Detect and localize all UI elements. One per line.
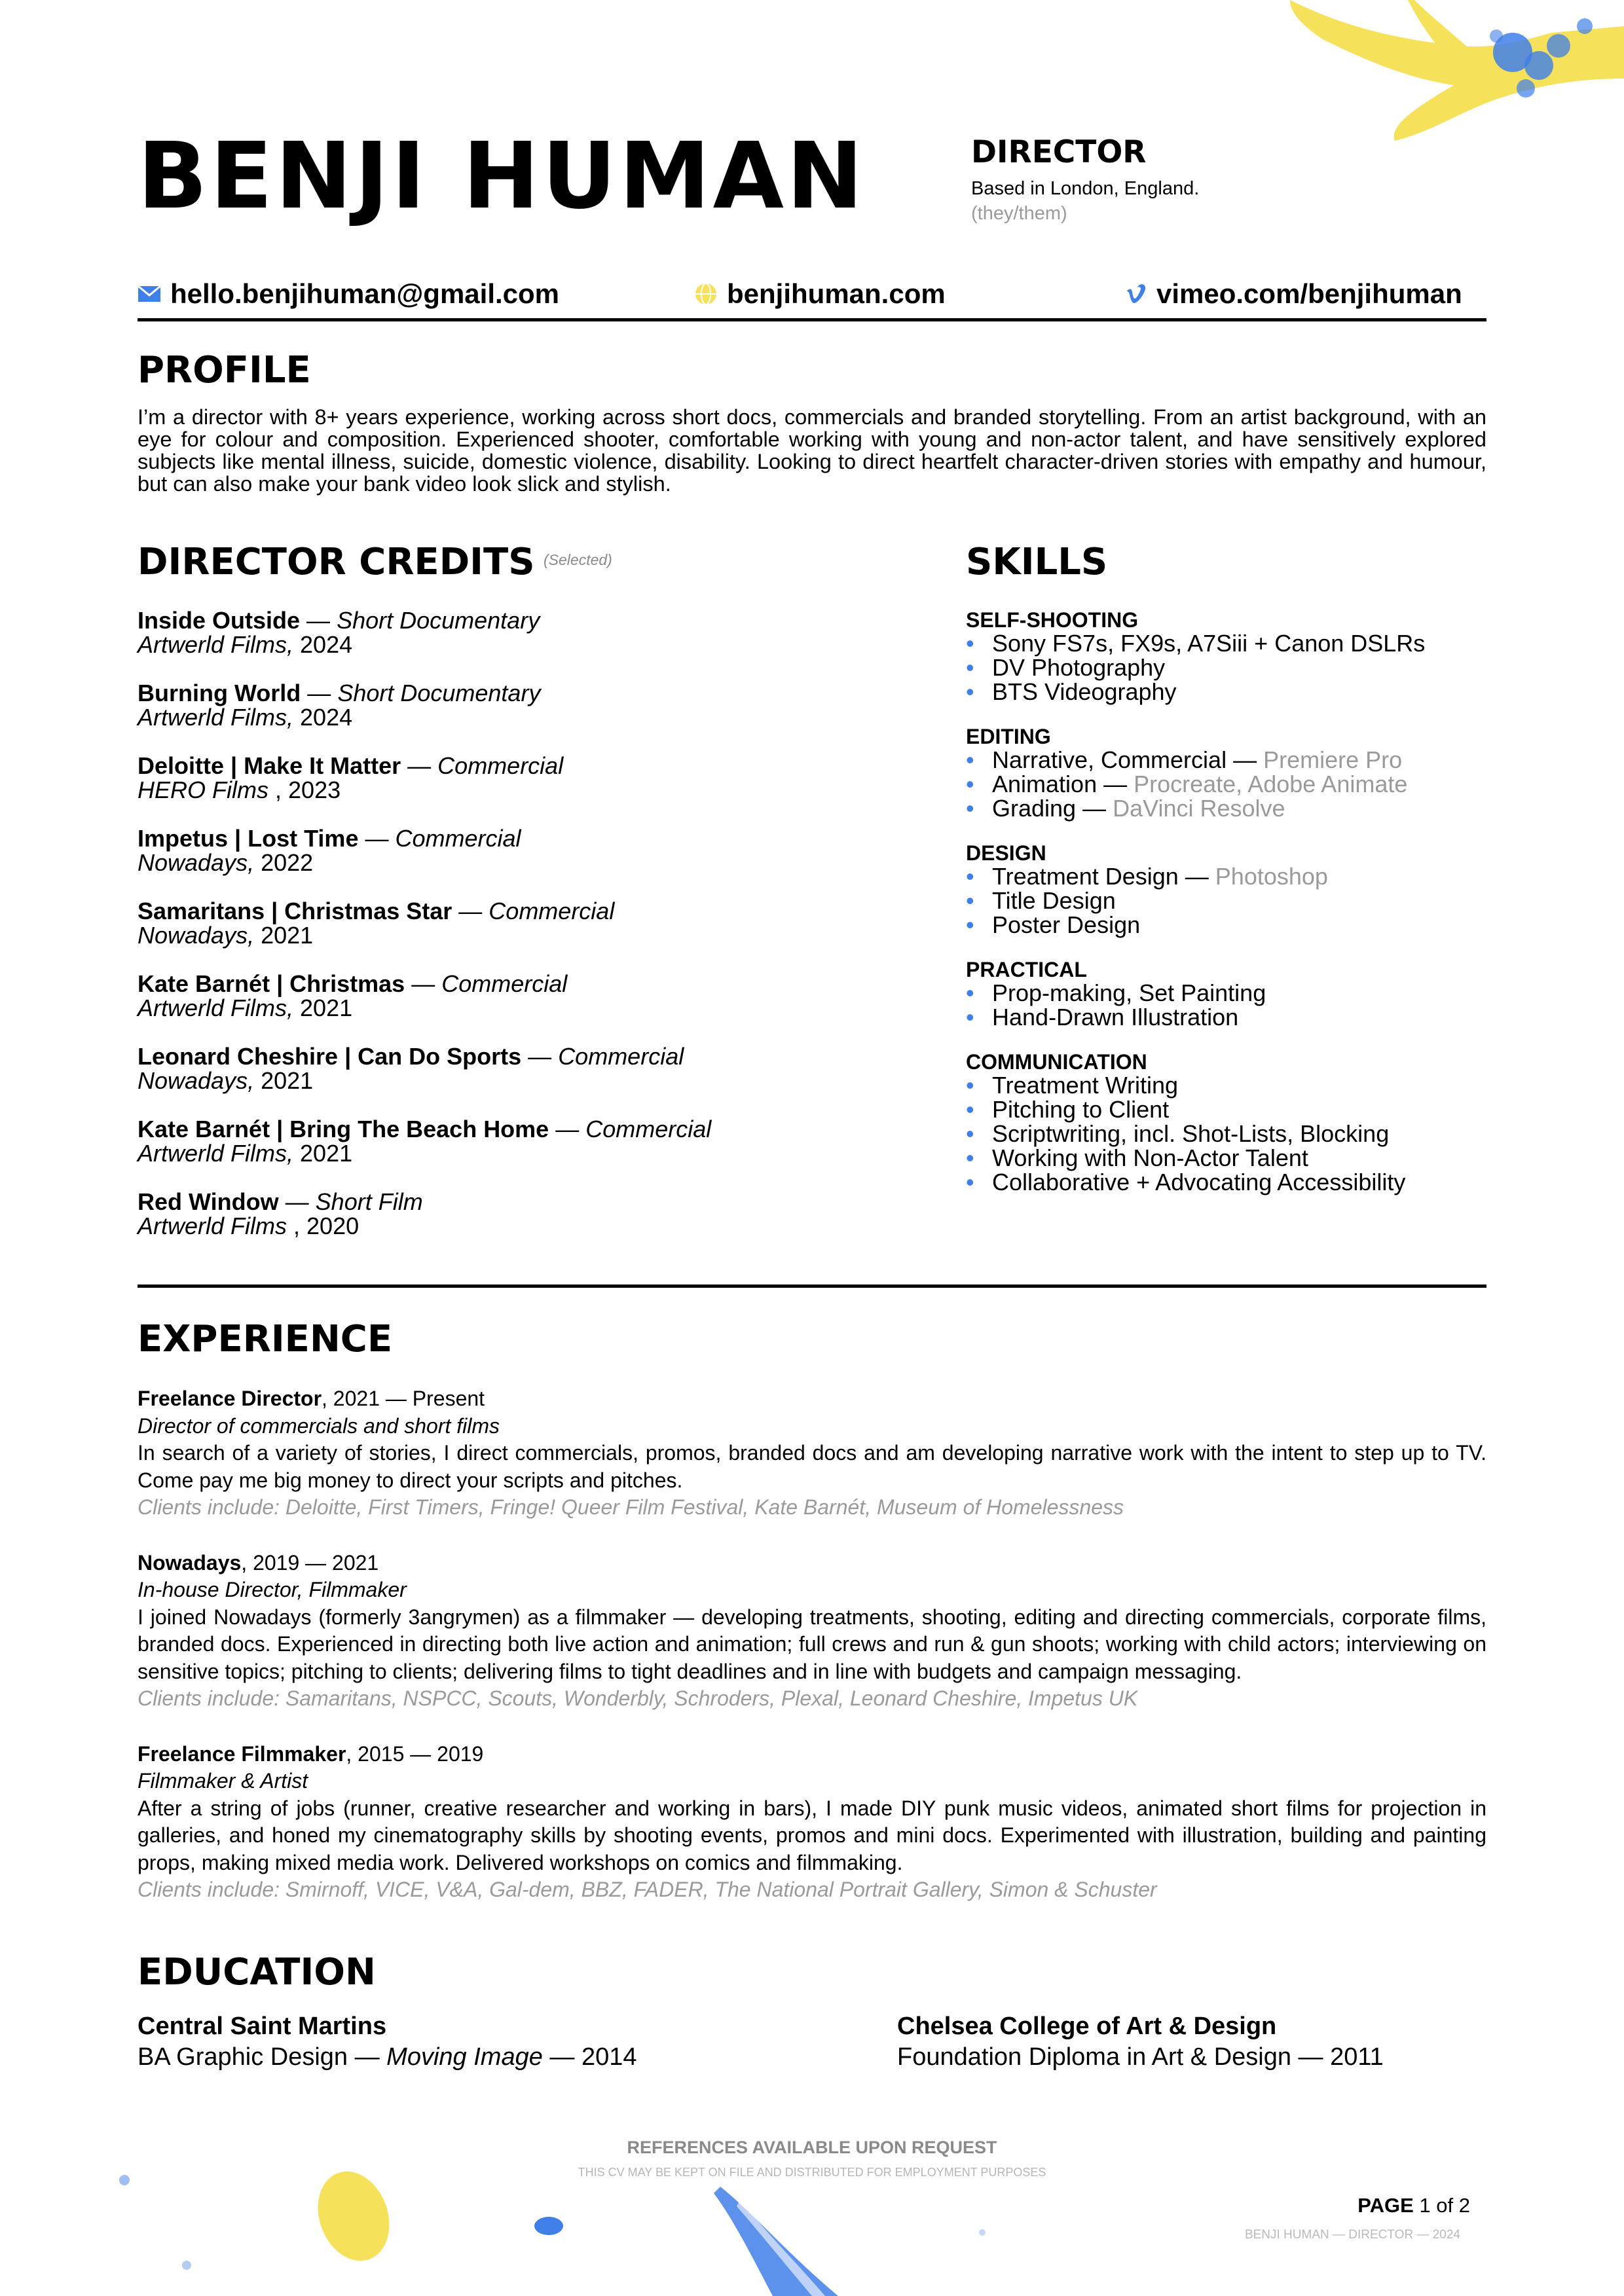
job-clients: Clients include: Smirnoff, VICE, V&A, Gal-dem, BBZ, FADER, The National Portrait Gallery, Simon & Schuster [138,1878,1157,1901]
skill-category: SELF-SHOOTING [966,608,1139,632]
education-heading: EDUCATION [138,1951,376,1994]
location: Based in London, England. [971,178,1200,199]
page-label: PAGE [1357,2194,1414,2217]
credit-company: Artwerld Films, [138,994,294,1021]
contact-website[interactable] [694,278,946,310]
experience-divider [138,1285,1486,1288]
credit-title: Burning World [138,680,301,706]
credit-year: 2024 [300,631,353,658]
credit-year: 2022 [261,849,314,876]
job-title: Freelance Director [138,1387,322,1410]
credit-year: 2021 [261,922,314,949]
skill-tool: Photoshop [1215,863,1328,890]
skill-category: EDITING [966,725,1051,748]
job-title: Nowadays [138,1550,242,1575]
credit-year: , 2020 [293,1212,360,1239]
education-school-1 [138,2011,637,2073]
job-clients: Clients include: Deloitte, First Timers, Fringe! Queer Film Festival, Kate Barnét, Museum of Homelessness [138,1495,1124,1519]
skill-item: • BTS Videography [966,680,1503,704]
job-dates: , 2021 — Present [322,1387,485,1410]
credit-type: Commercial [558,1043,684,1070]
credit-type: Short Film [315,1188,423,1215]
credit-item: Kate Barnét | Bring The Beach Home — Commercial Artwerld Films, 2021 [138,1116,712,1167]
credit-item: Samaritans | Christmas Star — Commercial Nowadays, 2021 [138,898,615,949]
skill-group [966,609,1503,704]
credit-company: Nowadays, [138,849,255,876]
experience-item [138,1385,1486,1522]
credit-year: 2021 [300,994,353,1021]
experience-item [138,1741,1486,1904]
job-description: After a string of jobs (runner, creative researcher and working in bars), I made DIY punk music videos, animated short films for projection in galleries, and honed my cinematography skills by shooting events, promos and mini docs. Experimented with illustration, building and painting props, making mixed media work. Delivered workshops on comics and filmmaking. [138,1796,1486,1874]
credit-type: Commercial [489,898,615,924]
profile-text: I’m a director with 8+ years experience, working across short docs, commercials and branded storytelling. From an artist background, with an eye for colour and composition. Experienced shooter, comfortable working with young and non-actor talent, and have sensitively explored subjects like mental illness, suicide, domestic violence, disability. Looking to direct heartfelt character-driven stories with empathy and humour, but can also make your bank video look slick and stylish. [138,405,1486,496]
school-name: Chelsea College of Art & Design [897,2013,1277,2040]
job-subtitle: In-house Director, Filmmaker [138,1578,407,1601]
header-divider [138,318,1486,321]
credit-title: Leonard Cheshire | Can Do Sports [138,1043,522,1070]
skill-item: • Collaborative + Advocating Accessibility [966,1170,1503,1194]
skill-item: • DV Photography [966,655,1503,680]
job-description: In search of a variety of stories, I direct commercials, promos, branded docs and am developing narrative work with the intent to step up to TV. Come pay me big money to direct your scripts and pitches. [138,1441,1486,1492]
job-clients: Clients include: Samaritans, NSPCC, Scouts, Wonderbly, Schroders, Plexal, Leonard Cheshire, Impetus UK [138,1686,1138,1710]
job-role: DIRECTOR [971,134,1147,170]
credit-title: Samaritans | Christmas Star [138,898,452,924]
credit-year: , 2023 [275,776,341,803]
credit-item: Leonard Cheshire | Can Do Sports — Commercial Nowadays, 2021 [138,1043,684,1094]
skill-item: • Treatment Design — Photoshop [966,864,1503,888]
skill-item: • Grading — DaVinci Resolve [966,796,1503,820]
page-number: 1 of 2 [1419,2194,1470,2217]
credits-heading: DIRECTOR CREDITS [138,541,535,583]
credit-type: Commercial [585,1116,712,1142]
paint-splash-top-right [1264,0,1624,151]
credit-type: Commercial [441,970,568,997]
website-link[interactable]: benjihuman.com [727,278,946,309]
credits-list [138,608,923,1262]
skill-tool: Premiere Pro [1263,746,1403,773]
contact-email[interactable] [138,278,559,310]
skill-item: • Pitching to Client [966,1097,1503,1121]
credit-item: Red Window — Short Film Artwerld Films , 2020 [138,1188,423,1239]
experience-item [138,1550,1486,1713]
pronouns: (they/them) [971,203,1067,224]
skill-category: DESIGN [966,841,1046,865]
credit-item: Inside Outside — Short Documentary Artwerld Films, 2024 [138,607,540,658]
profile-heading: PROFILE [138,349,311,392]
credit-type: Commercial [395,825,521,852]
skill-group [966,958,1503,1029]
credit-title: Kate Barnét | Christmas [138,970,405,997]
skills-heading: SKILLS [966,541,1108,583]
page-indicator [1357,2194,1470,2217]
credit-year: 2024 [300,704,353,731]
skill-item: • Working with Non-Actor Talent [966,1146,1503,1170]
credit-company: Nowadays, [138,1067,255,1094]
credit-company: Artwerld Films [138,1212,287,1239]
credit-year: 2021 [300,1140,353,1167]
keep-on-file-note: THIS CV MAY BE KEPT ON FILE AND DISTRIBUTED FOR EMPLOYMENT PURPOSES [578,2166,1046,2179]
experience-heading: EXPERIENCE [138,1318,393,1360]
credit-item: Burning World — Short Documentary Artwerld Films, 2024 [138,680,541,731]
job-description: I joined Nowadays (formerly 3angrymen) as a filmmaker — developing treatments, shooting, editing and directing commercials, corporate films, branded docs. Experienced in directing both live action and animation; full crews and run & gun shoots; working with child actors; interviewing on sensitive topics; pitching to clients; delivering films to tight deadlines and in line with budgets and campaign messaging. [138,1605,1486,1683]
globe-icon [694,282,718,306]
credit-company: Artwerld Films, [138,631,294,658]
job-dates: , 2015 — 2019 [346,1741,484,1766]
skills-list [966,609,1503,1216]
credit-item: Impetus | Lost Time — Commercial Nowadays, 2022 [138,825,521,876]
credit-title: Deloitte | Make It Matter [138,752,401,779]
skill-item: • Poster Design [966,913,1503,937]
skill-tool: Procreate, Adobe Animate [1134,771,1408,797]
skill-group [966,725,1503,820]
skill-item: • Hand-Drawn Illustration [966,1005,1503,1029]
job-title: Freelance Filmmaker [138,1741,346,1766]
credit-item: Deloitte | Make It Matter — Commercial HERO Films , 2023 [138,752,564,803]
credit-company: Artwerld Films, [138,704,294,731]
credit-type: Short Documentary [337,680,541,706]
credit-year: 2021 [261,1067,314,1094]
job-subtitle: Filmmaker & Artist [138,1769,308,1793]
credits-note: (Selected) [544,551,612,568]
credit-title: Kate Barnét | Bring The Beach Home [138,1116,549,1142]
skill-item: • Treatment Writing [966,1073,1503,1097]
credit-company: Nowadays, [138,922,255,949]
skill-item: • Sony FS7s, FX9s, A7Siii + Canon DSLRs [966,631,1503,655]
email-link[interactable]: hello.benjihuman@gmail.com [170,278,560,309]
skill-category: PRACTICAL [966,958,1087,981]
skill-item: • Narrative, Commercial — Premiere Pro [966,748,1503,772]
references-note: REFERENCES AVAILABLE UPON REQUEST [627,2138,997,2157]
skill-item: • Title Design [966,888,1503,913]
credit-title: Impetus | Lost Time [138,825,359,852]
experience-list [138,1385,1486,1932]
vimeo-icon [1125,283,1147,305]
credit-type: Commercial [437,752,564,779]
school-degree: BA Graphic Design — Moving Image — 2014 [138,2043,637,2071]
vimeo-link[interactable]: vimeo.com/benjihuman [1156,278,1462,309]
credit-company: HERO Films [138,776,268,803]
skill-category: COMMUNICATION [966,1050,1147,1074]
credit-type: Short Documentary [337,607,540,634]
skill-tool: DaVinci Resolve [1113,795,1285,822]
skill-item: • Scriptwriting, incl. Shot-Lists, Blocking [966,1121,1503,1146]
skill-item: • Animation — Procreate, Adobe Animate [966,772,1503,796]
job-dates: , 2019 — 2021 [241,1550,379,1575]
footer-line: BENJI HUMAN — DIRECTOR — 2024 [1244,2228,1460,2242]
education-school-2 [897,2011,1384,2073]
contact-vimeo[interactable] [1125,278,1462,310]
candidate-name: BENJI HUMAN [138,123,866,230]
school-name: Central Saint Martins [138,2013,387,2040]
skill-item: • Prop-making, Set Painting [966,981,1503,1005]
school-degree: Foundation Diploma in Art & Design — 2011 [897,2043,1384,2071]
credit-title: Red Window [138,1188,279,1215]
credit-company: Artwerld Films, [138,1140,294,1167]
credit-item: Kate Barnét | Christmas — Commercial Artwerld Films, 2021 [138,970,568,1021]
job-subtitle: Director of commercials and short films [138,1413,500,1438]
credit-title: Inside Outside [138,607,301,634]
skill-group [966,1051,1503,1194]
envelope-icon [138,285,161,303]
skill-group [966,842,1503,937]
